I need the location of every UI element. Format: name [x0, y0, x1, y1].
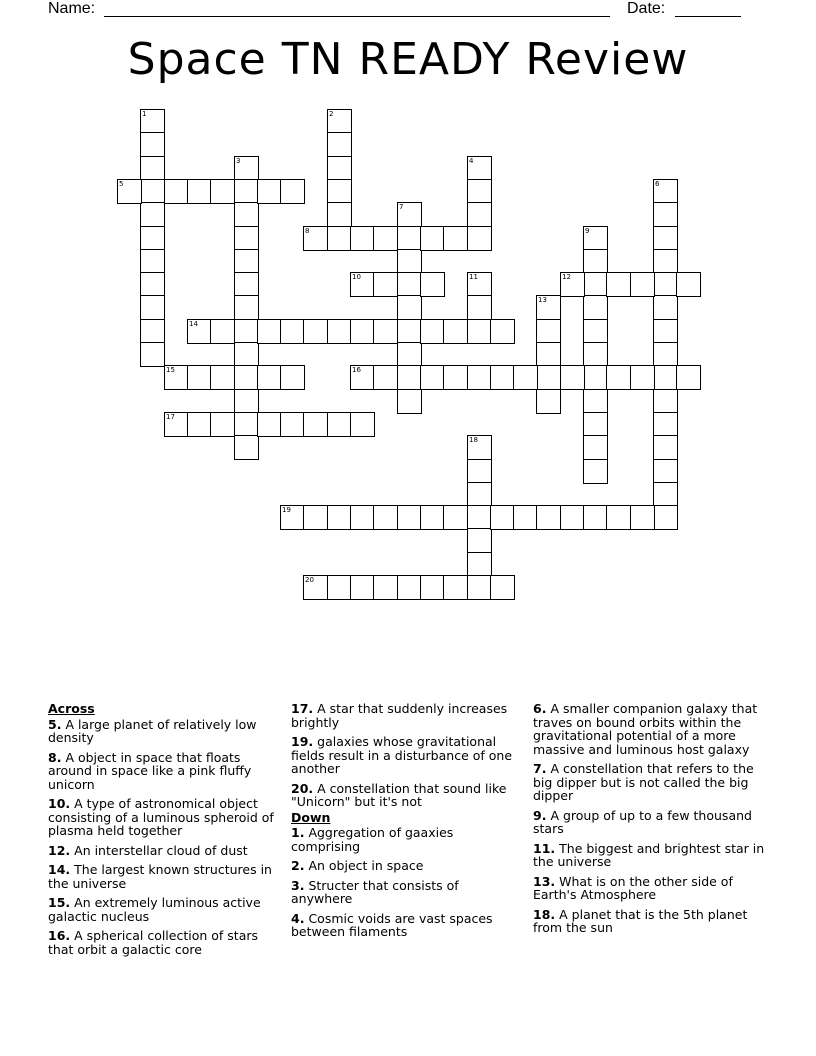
crossword-cell[interactable]	[350, 319, 375, 344]
cell-number: 11	[469, 273, 478, 281]
cell-number: 15	[166, 366, 175, 374]
crossword-cell[interactable]	[327, 109, 352, 134]
crossword-cell[interactable]	[653, 249, 678, 274]
cell-number: 20	[305, 576, 314, 584]
crossword-cell[interactable]	[467, 505, 492, 530]
crossword-cell[interactable]	[467, 459, 492, 484]
clue-across-5	[48, 718, 280, 745]
crossword-cell[interactable]	[630, 365, 655, 390]
crossword-cell[interactable]	[583, 412, 608, 437]
clue-number: 14.	[48, 862, 71, 877]
cell-number: 4	[469, 157, 474, 165]
crossword-cell[interactable]	[257, 412, 282, 437]
crossword-cell[interactable]	[653, 459, 678, 484]
cell-number: 6	[655, 180, 660, 188]
cell-number: 13	[538, 296, 547, 304]
crossword-cell[interactable]	[117, 179, 142, 204]
clue-down-7	[533, 762, 765, 803]
crossword-cell[interactable]	[606, 272, 631, 297]
crossword-cell[interactable]	[397, 342, 422, 367]
crossword-cell[interactable]	[443, 505, 468, 530]
crossword-cell[interactable]	[234, 389, 259, 414]
crossword-cell[interactable]	[443, 319, 468, 344]
clue-number: 10.	[48, 796, 71, 811]
cell-number: 18	[469, 436, 478, 444]
clue-number: 13.	[533, 873, 556, 889]
crossword-cell[interactable]	[513, 365, 538, 390]
clue-number: 7.	[533, 761, 547, 776]
clue-number: 4.	[291, 910, 305, 926]
crossword-cell[interactable]	[327, 412, 352, 437]
crossword-cell[interactable]	[397, 319, 422, 344]
crossword-cell[interactable]	[467, 226, 492, 251]
crossword-cell[interactable]	[373, 365, 398, 390]
clue-across-15	[48, 896, 280, 923]
crossword-cell[interactable]	[280, 319, 305, 344]
crossword-cell[interactable]	[583, 459, 608, 484]
cell-number: 5	[119, 180, 124, 188]
crossword-cell[interactable]	[630, 272, 655, 297]
crossword-cell[interactable]	[303, 319, 328, 344]
crossword-cell[interactable]	[467, 295, 492, 320]
clue-text: A large planet of relatively low density	[48, 716, 257, 745]
crossword-cell[interactable]	[234, 435, 259, 460]
clue-number: 18.	[533, 906, 556, 922]
crossword-cell[interactable]	[467, 179, 492, 204]
clue-down-2	[291, 859, 523, 873]
crossword-cell[interactable]	[606, 365, 631, 390]
cell-number: 14	[189, 320, 198, 328]
clue-text: A planet that is the 5th planet from the sun	[533, 906, 748, 935]
crossword-cell[interactable]	[653, 482, 678, 507]
crossword-cell[interactable]	[583, 272, 608, 297]
cell-number: 16	[352, 366, 361, 374]
crossword-cell[interactable]	[467, 202, 492, 227]
crossword-cell[interactable]	[653, 389, 678, 414]
crossword-cell[interactable]	[467, 319, 492, 344]
down-heading: Down	[291, 809, 331, 825]
crossword-cell[interactable]	[583, 505, 608, 530]
clue-number: 15.	[48, 895, 71, 910]
crossword-cell[interactable]	[234, 342, 259, 367]
crossword-cell[interactable]	[140, 202, 165, 227]
crossword-cell[interactable]	[140, 132, 165, 157]
crossword-cell[interactable]	[397, 365, 422, 390]
crossword-cell[interactable]	[653, 272, 678, 297]
crossword-cell[interactable]	[327, 505, 352, 530]
crossword-cell[interactable]	[606, 505, 631, 530]
crossword-cell[interactable]	[420, 319, 445, 344]
clue-down-13	[533, 875, 765, 902]
crossword-cell[interactable]	[257, 365, 282, 390]
crossword-cell[interactable]	[140, 319, 165, 344]
crossword-cell[interactable]	[187, 179, 212, 204]
crossword-cell[interactable]	[234, 202, 259, 227]
clue-number: 2.	[291, 858, 305, 873]
crossword-cell[interactable]	[280, 365, 305, 390]
clue-number: 9.	[533, 807, 547, 823]
crossword-cell[interactable]	[373, 226, 398, 251]
crossword-cell[interactable]	[234, 156, 259, 181]
crossword-cell[interactable]	[210, 365, 235, 390]
page-title: Space TN READY Review	[127, 34, 689, 85]
crossword-cell[interactable]	[513, 505, 538, 530]
crossword-cell[interactable]	[490, 365, 515, 390]
crossword-cell[interactable]	[350, 226, 375, 251]
crossword-cell[interactable]	[420, 226, 445, 251]
crossword-cell[interactable]	[140, 156, 165, 181]
cell-number: 7	[399, 203, 404, 211]
clue-number: 3.	[291, 877, 305, 893]
clue-down-1	[291, 826, 523, 853]
clue-text: A object in space that floats around in space like a pink fluffy unicorn	[48, 749, 252, 792]
crossword-cell[interactable]	[653, 365, 678, 390]
clue-down-3	[291, 879, 523, 906]
clue-column-3	[533, 702, 765, 941]
clue-number: 11.	[533, 840, 556, 856]
crossword-cell[interactable]	[536, 365, 561, 390]
crossword-cell[interactable]	[257, 319, 282, 344]
crossword-cell[interactable]	[327, 319, 352, 344]
crossword-cell[interactable]	[164, 179, 189, 204]
clue-text: An object in space	[308, 858, 424, 873]
crossword-cell[interactable]	[140, 272, 165, 297]
crossword-cell[interactable]	[187, 319, 212, 344]
crossword-cell[interactable]	[536, 505, 561, 530]
date-label: Date:	[627, 0, 666, 17]
cell-number: 1	[142, 110, 147, 118]
crossword-cell[interactable]	[373, 505, 398, 530]
crossword-cell[interactable]	[234, 226, 259, 251]
crossword-cell[interactable]	[397, 226, 422, 251]
crossword-cell[interactable]	[653, 202, 678, 227]
crossword-cell[interactable]	[140, 109, 165, 134]
crossword-cell[interactable]	[350, 575, 375, 600]
crossword-cell[interactable]	[210, 412, 235, 437]
clue-number: 17.	[291, 701, 314, 716]
cell-number: 12	[562, 273, 571, 281]
crossword-cell[interactable]	[373, 575, 398, 600]
crossword-cell[interactable]	[140, 295, 165, 320]
crossword-cell[interactable]	[350, 272, 375, 297]
crossword-cell[interactable]	[420, 575, 445, 600]
cell-number: 2	[329, 110, 334, 118]
crossword-cell[interactable]	[420, 272, 445, 297]
crossword-cell[interactable]	[467, 435, 492, 460]
clue-across-17	[291, 702, 523, 729]
crossword-cell[interactable]	[583, 342, 608, 367]
clue-across-12	[48, 844, 280, 858]
crossword-cell[interactable]	[350, 505, 375, 530]
crossword-cell[interactable]	[467, 272, 492, 297]
crossword-cell[interactable]	[397, 295, 422, 320]
crossword-cell[interactable]	[164, 365, 189, 390]
name-label: Name:	[48, 0, 96, 17]
cell-number: 19	[282, 506, 291, 514]
clue-text: Aggregation of gaaxies comprising	[291, 825, 454, 854]
crossword-cell[interactable]	[443, 575, 468, 600]
clue-text: galaxies whose gravitational fields result in a disturbance of one another	[291, 734, 513, 776]
clue-text: The biggest and brightest star in the universe	[533, 840, 765, 869]
crossword-cell[interactable]	[443, 365, 468, 390]
clue-text: A smaller companion galaxy that traves on bound orbits within the gravitational potential of a more massive and luminous host galaxy	[533, 701, 758, 757]
crossword-cell[interactable]	[397, 575, 422, 600]
crossword-cell[interactable]	[583, 295, 608, 320]
clue-text: A constellation that refers to the big dipper but is not called the big dipper	[533, 761, 754, 803]
clue-text: The largest known structures in the universe	[48, 862, 272, 891]
clue-across-16	[48, 929, 280, 956]
crossword-cell[interactable]	[397, 202, 422, 227]
crossword-cell[interactable]	[653, 342, 678, 367]
crossword-cell[interactable]	[140, 249, 165, 274]
clue-number: 1.	[291, 825, 305, 840]
clue-down-9	[533, 809, 765, 836]
crossword-cell[interactable]	[234, 179, 259, 204]
crossword-cell[interactable]	[583, 249, 608, 274]
crossword-cell[interactable]	[280, 179, 305, 204]
crossword-cell[interactable]	[373, 272, 398, 297]
crossword-cell[interactable]	[490, 575, 515, 600]
crossword-cell[interactable]	[303, 575, 328, 600]
clue-down-6	[533, 702, 765, 756]
cell-number: 9	[585, 227, 590, 235]
clue-text: What is on the other side of Earth's Atmosphere	[533, 873, 733, 902]
crossword-cell[interactable]	[327, 575, 352, 600]
crossword-cell[interactable]	[397, 272, 422, 297]
crossword-cell[interactable]	[676, 272, 701, 297]
clue-number: 8.	[48, 749, 62, 765]
clue-across-19	[291, 735, 523, 776]
clue-down-18	[533, 908, 765, 935]
cell-number: 17	[166, 413, 175, 421]
crossword-cell[interactable]	[560, 272, 585, 297]
crossword-cell[interactable]	[536, 342, 561, 367]
clue-across-14	[48, 863, 280, 890]
crossword-cell[interactable]	[443, 226, 468, 251]
crossword-cell[interactable]	[536, 319, 561, 344]
clue-text: An extremely luminous active galactic nucleus	[48, 895, 261, 924]
cell-number: 3	[236, 157, 241, 165]
crossword-cell[interactable]	[420, 365, 445, 390]
crossword-cell[interactable]	[397, 389, 422, 414]
clue-number: 5.	[48, 716, 62, 732]
crossword-cell[interactable]	[560, 505, 585, 530]
crossword-cell[interactable]	[583, 435, 608, 460]
crossword-cell[interactable]	[280, 412, 305, 437]
crossword-cell[interactable]	[467, 575, 492, 600]
crossword-cell[interactable]	[234, 295, 259, 320]
crossword-cell[interactable]	[234, 412, 259, 437]
clue-text: A spherical collection of stars that orbit a galactic core	[48, 928, 259, 957]
clue-across-20	[291, 782, 523, 809]
crossword-cell[interactable]	[467, 365, 492, 390]
crossword-cell[interactable]	[257, 179, 282, 204]
clue-text: An interstellar cloud of dust	[74, 842, 248, 858]
crossword-cell[interactable]	[536, 389, 561, 414]
clue-across-10	[48, 797, 280, 838]
clue-text: A group of up to a few thousand stars	[533, 807, 752, 836]
crossword-cell[interactable]	[397, 505, 422, 530]
crossword-cell[interactable]	[653, 435, 678, 460]
clue-text: A star that suddenly increases brightly	[291, 701, 508, 730]
crossword-cell[interactable]	[327, 226, 352, 251]
crossword-cell[interactable]	[234, 365, 259, 390]
clue-number: 20.	[291, 780, 314, 796]
cell-number: 10	[352, 273, 361, 281]
crossword-cell[interactable]	[280, 505, 305, 530]
crossword-cell[interactable]	[397, 249, 422, 274]
crossword-cell[interactable]	[327, 179, 352, 204]
clue-text: A type of astronomical object consisting of a luminous spheroid of plasma held together	[48, 796, 274, 838]
clue-column-1	[48, 702, 280, 962]
crossword-cell[interactable]	[583, 319, 608, 344]
cell-number: 8	[305, 227, 310, 235]
clue-column-2	[291, 702, 523, 945]
clue-number: 12.	[48, 842, 71, 858]
crossword-cell[interactable]	[653, 319, 678, 344]
clue-down-11	[533, 842, 765, 869]
crossword-cell[interactable]	[653, 295, 678, 320]
crossword-cell[interactable]	[350, 412, 375, 437]
crossword-cell[interactable]	[210, 319, 235, 344]
clue-number: 6.	[533, 701, 547, 716]
crossword-cell[interactable]	[350, 365, 375, 390]
crossword-cell[interactable]	[653, 505, 678, 530]
crossword-cell[interactable]	[583, 365, 608, 390]
crossword-cell[interactable]	[653, 226, 678, 251]
crossword-cell[interactable]	[467, 156, 492, 181]
crossword-cell[interactable]	[676, 365, 701, 390]
crossword-cell[interactable]	[140, 179, 165, 204]
crossword-cell[interactable]	[490, 319, 515, 344]
crossword-cell[interactable]	[420, 505, 445, 530]
crossword-cell[interactable]	[560, 365, 585, 390]
crossword-cell[interactable]	[467, 482, 492, 507]
crossword-cell[interactable]	[583, 226, 608, 251]
crossword-cell[interactable]	[536, 295, 561, 320]
clue-text: A constellation that sound like "Unicorn" but it's not	[291, 780, 507, 809]
crossword-cell[interactable]	[467, 552, 492, 577]
crossword-cell[interactable]	[210, 179, 235, 204]
crossword-cell[interactable]	[140, 342, 165, 367]
clue-number: 19.	[291, 734, 314, 749]
crossword-cell[interactable]	[303, 505, 328, 530]
crossword-cell[interactable]	[303, 226, 328, 251]
crossword-cell[interactable]	[303, 412, 328, 437]
crossword-cell[interactable]	[164, 412, 189, 437]
crossword-cell[interactable]	[467, 528, 492, 553]
crossword-cell[interactable]	[327, 202, 352, 227]
crossword-cell[interactable]	[327, 156, 352, 181]
crossword-cell[interactable]	[653, 412, 678, 437]
clue-across-8	[48, 751, 280, 792]
crossword-cell[interactable]	[140, 226, 165, 251]
crossword-cell[interactable]	[234, 249, 259, 274]
across-heading: Across	[48, 701, 95, 716]
clue-number: 16.	[48, 928, 71, 943]
crossword-cell[interactable]	[630, 505, 655, 530]
clue-down-4	[291, 912, 523, 939]
crossword-cell[interactable]	[583, 389, 608, 414]
crossword-cell[interactable]	[490, 505, 515, 530]
crossword-cell[interactable]	[373, 319, 398, 344]
crossword-cell[interactable]	[234, 272, 259, 297]
clue-text: Structer that consists of anywhere	[291, 877, 459, 906]
crossword-cell[interactable]	[187, 365, 212, 390]
crossword-cell[interactable]	[327, 132, 352, 157]
crossword-cell[interactable]	[653, 179, 678, 204]
clue-text: Cosmic voids are vast spaces between filaments	[291, 910, 493, 939]
crossword-cell[interactable]	[234, 319, 259, 344]
crossword-cell[interactable]	[187, 412, 212, 437]
